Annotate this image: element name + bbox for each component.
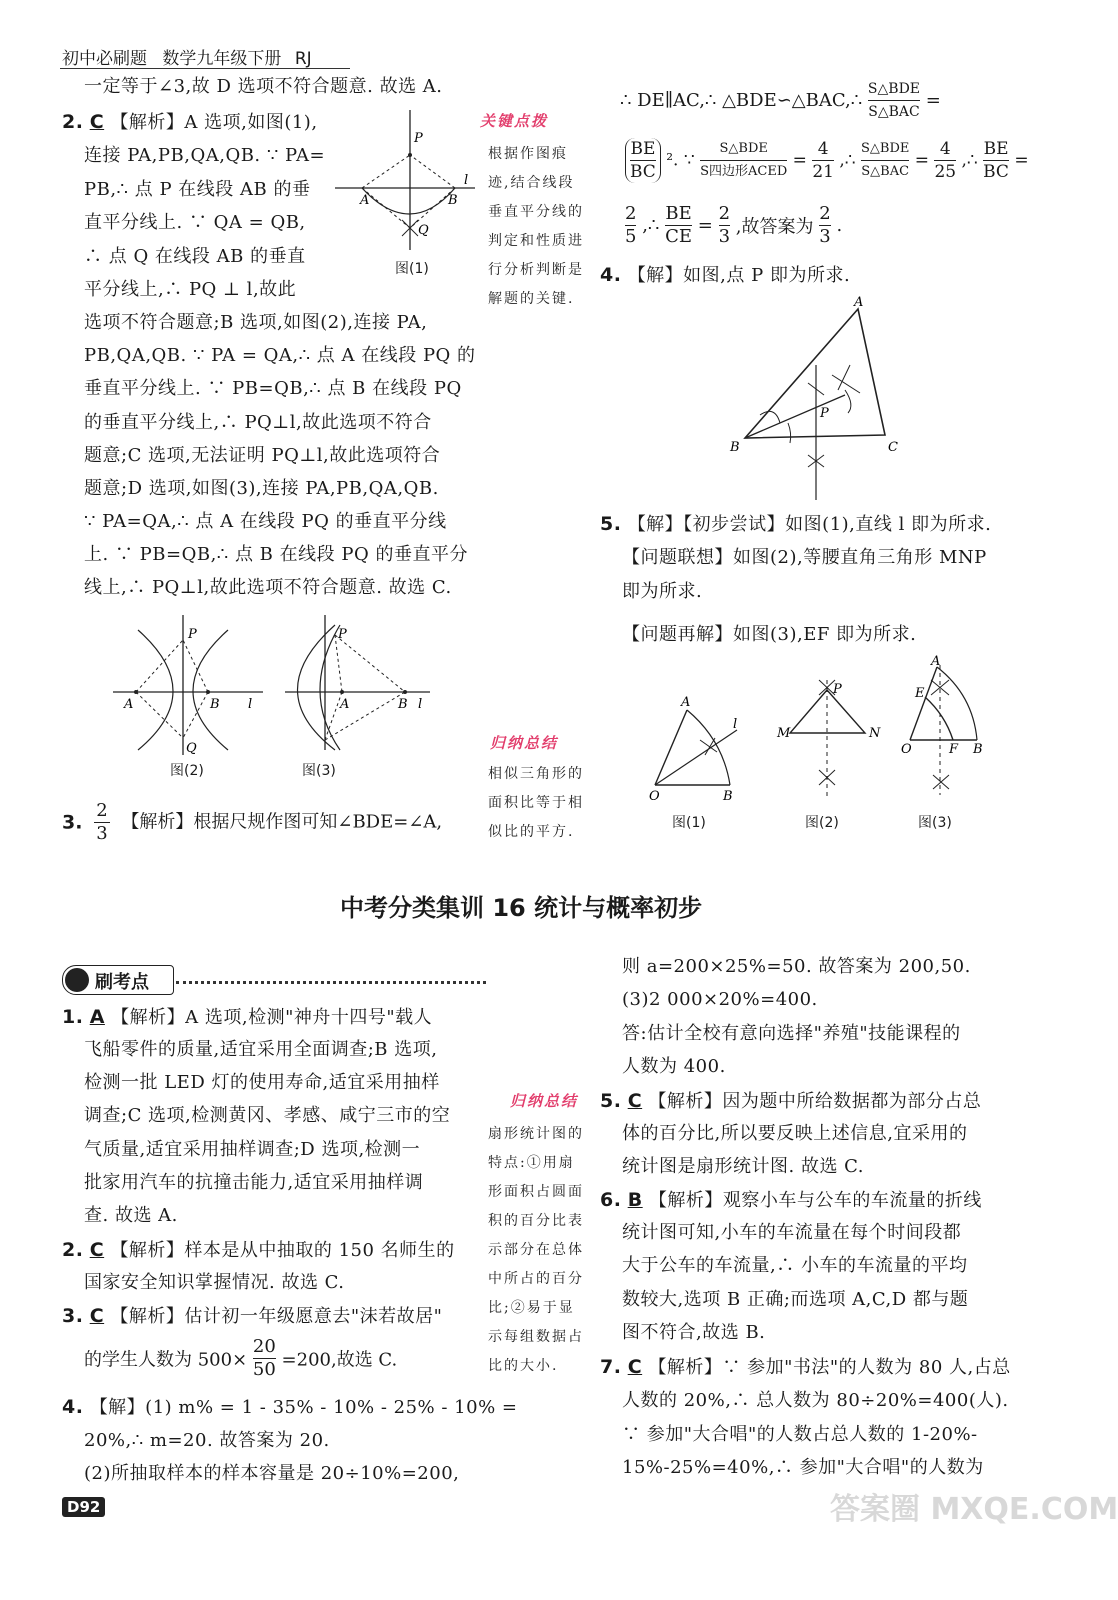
fraction-denominator: 5 <box>625 226 637 247</box>
figure-1-perpendicular-bisector <box>330 100 480 275</box>
text-span: ². ∵ <box>666 150 695 171</box>
question-number: 4. <box>62 1396 84 1418</box>
text-span: . <box>836 215 843 236</box>
note-line: 迹,结合线段 <box>488 175 575 191</box>
text-span: 【解】如图,点 P 即为所求. <box>627 265 851 286</box>
svg-text:l: l <box>464 173 469 188</box>
svg-text:A: A <box>681 695 691 710</box>
question-4 <box>600 260 850 291</box>
svg-text:A: A <box>340 697 350 712</box>
answer-choice: C <box>627 1356 643 1378</box>
question-6 <box>600 1185 982 1216</box>
question-number: 3. <box>62 811 83 834</box>
svg-text:B: B <box>210 697 220 712</box>
question-number: 6. <box>600 1189 622 1211</box>
svg-text:B: B <box>730 440 740 455</box>
fraction-numerator: 20 <box>252 1336 276 1357</box>
text-line: 【问题联想】如图(2),等腰直角三角形 MNP <box>622 547 987 568</box>
text-span: = <box>1014 150 1029 171</box>
note-title-key-point: 关键点拨 <box>480 112 549 130</box>
text-line: 上. ∵ PB=QB,∴ 点 B 在线段 PQ 的垂直平分 <box>84 544 468 565</box>
svg-text:O: O <box>649 789 660 804</box>
note-line: 示部分在总体 <box>488 1242 584 1258</box>
svg-text:A: A <box>360 193 370 208</box>
question-number: 5. <box>600 1090 622 1112</box>
text-span: 【解析】样本是从中抽取的 150 名师生的 <box>110 1240 455 1261</box>
question-4 <box>62 1392 518 1423</box>
page-header <box>62 44 312 69</box>
fraction-denominator: 50 <box>252 1359 276 1380</box>
fraction <box>700 138 787 183</box>
fraction-denominator: BC <box>630 162 656 182</box>
question-7 <box>600 1352 1011 1383</box>
note-line: 特点:①用扇 <box>488 1155 575 1171</box>
text-line: 题意;D 选项,如图(3),连接 PA,PB,QA,QB. <box>84 478 439 499</box>
svg-text:l: l <box>733 717 738 732</box>
svg-text:B: B <box>723 789 733 804</box>
text-line: 图不符合,故选 B. <box>622 1322 766 1343</box>
text-line: 数较大,选项 B 正确;而选项 A,C,D 都与题 <box>622 1289 969 1310</box>
note-line: 相似三角形的 <box>488 766 584 782</box>
fraction-denominator: S△BAC <box>861 164 910 179</box>
svg-text:P: P <box>188 627 197 642</box>
text-line: ∵ 参加"大合唱"的人数占总人数的 1-20%- <box>622 1424 978 1445</box>
header-edition: RJ <box>294 49 312 69</box>
question-number: 1. <box>62 1006 84 1028</box>
figure-5-3 <box>895 655 995 805</box>
svg-text:M: M <box>777 726 791 741</box>
figure-caption: 图(3) <box>918 815 952 831</box>
fraction-numerator: 4 <box>934 138 956 161</box>
fraction-numerator: S△BDE <box>700 138 787 161</box>
svg-text:C: C <box>888 440 898 455</box>
text-line: 即为所求. <box>622 581 703 602</box>
fraction-denominator: 3 <box>819 226 831 247</box>
text-line: 检测一批 LED 灯的使用寿命,适宜采用抽样 <box>84 1072 440 1093</box>
fraction-denominator: S△BAC <box>868 104 920 120</box>
header-subject: 数学九年级下册 <box>162 49 282 69</box>
svg-text:B: B <box>398 697 408 712</box>
header-series: 初中必刷题 <box>62 49 147 69</box>
question-number: 3. <box>62 1305 84 1327</box>
text-line-with-fraction <box>84 1336 397 1381</box>
text-span: 【解析】根据尺规作图可知∠BDE=∠A, <box>121 811 443 833</box>
text-line: 一定等于∠3,故 D 选项不符合题意. 故选 A. <box>84 76 443 97</box>
question-5 <box>600 509 991 540</box>
note-line: 垂直平分线的 <box>488 204 584 220</box>
text-span: 【解析】因为题中所给数据都为部分占总 <box>648 1091 982 1112</box>
question-1 <box>62 1002 432 1033</box>
text-span: = <box>914 150 930 171</box>
fraction-denominator: 3 <box>96 823 108 844</box>
figure-caption: 图(1) <box>672 815 706 831</box>
fraction-denominator: BC <box>983 162 1009 182</box>
svg-text:A: A <box>124 697 134 712</box>
note-line: 解题的关键. <box>488 291 575 307</box>
badge-dotted-rule <box>176 981 486 984</box>
text-line: 的垂直平分线上,∴ PQ⊥l,故此选项不符合 <box>84 412 432 433</box>
note-line: 示每组数据占 <box>488 1329 584 1345</box>
text-line: 20%,∴ m=20. 故答案为 20. <box>84 1430 330 1451</box>
text-line: 线上,∴ PQ⊥l,故此选项不符合题意. 故选 C. <box>84 577 452 598</box>
fraction <box>868 78 920 123</box>
figure-caption: 图(2) <box>170 763 204 779</box>
fraction-numerator: 4 <box>812 138 834 161</box>
text-span: =200,故选 C. <box>281 1349 398 1371</box>
text-line: (2)所抽取样本的样本容量是 20÷10%=200, <box>84 1463 460 1484</box>
badge-box <box>62 965 174 995</box>
right-line-3 <box>625 203 842 248</box>
fraction-numerator: BE <box>630 139 656 159</box>
text-span: 【解析】A 选项,如图(1), <box>110 112 318 133</box>
fraction-denominator: S四边形ACED <box>700 164 788 179</box>
text-span: 【解析】观察小车与公车的车流量的折线 <box>648 1190 982 1211</box>
text-line: 批家用汽车的抗撞击能力,适宜采用抽样调 <box>84 1172 424 1193</box>
note-line: 行分析判断是 <box>488 262 584 278</box>
text-line: 【问题再解】如图(3),EF 即为所求. <box>622 624 917 645</box>
fraction-numerator: S△BDE <box>868 78 920 101</box>
text-line: 统计图可知,小车的车流量在每个时间段都 <box>622 1222 962 1243</box>
fraction <box>625 203 636 248</box>
question-number: 2. <box>62 111 84 133</box>
text-span: 【解】【初步尝试】如图(1),直线 l 即为所求. <box>627 514 992 535</box>
note-line: 积的百分比表 <box>488 1213 584 1229</box>
fraction <box>812 138 834 183</box>
fraction <box>253 1336 276 1381</box>
figure-caption: 图(1) <box>395 261 429 277</box>
text-line: 答:估计全校有意向选择"养殖"技能课程的 <box>622 1023 961 1044</box>
text-line: 大于公车的车流量,∴ 小车的车流量的平均 <box>622 1255 968 1276</box>
text-span: ∴ DE∥AC,∴ △BDE∽△BAC,∴ <box>620 90 863 111</box>
text-span: 的学生人数为 500× <box>84 1349 248 1371</box>
answer-choice: B <box>627 1189 643 1211</box>
text-line: 则 a=200×25%=50. 故答案为 200,50. <box>622 956 971 977</box>
text-line: 查. 故选 A. <box>84 1205 178 1226</box>
fraction-denominator: 21 <box>812 162 834 182</box>
question-3 <box>62 800 442 845</box>
question-number: 2. <box>62 1239 84 1261</box>
svg-text:A: A <box>931 654 941 669</box>
page-number: D92 <box>62 1497 105 1517</box>
note-line: 判定和性质进 <box>488 233 584 249</box>
text-line: 调查;C 选项,检测黄冈、孝感、咸宁三市的空 <box>84 1105 451 1126</box>
svg-text:N: N <box>869 726 881 741</box>
text-line: 平分线上,∴ PQ ⊥ l,故此 <box>84 279 297 300</box>
note-line: 形面积占圆面 <box>488 1184 584 1200</box>
note-line: 似比的平方. <box>488 824 575 840</box>
text-line: 人数的 20%,∴ 总人数为 80÷20%=400(人). <box>622 1390 1009 1411</box>
figure-2-construction <box>108 610 268 760</box>
fraction-denominator: 25 <box>934 162 957 182</box>
header-rule <box>60 68 350 69</box>
fraction <box>719 203 730 248</box>
fraction-denominator: CE <box>665 226 693 247</box>
text-span: 【解析】A 选项,检测"神舟十四号"载人 <box>111 1007 433 1028</box>
question-2-header <box>62 107 318 138</box>
figure-5-2 <box>775 675 885 805</box>
figure-caption: 图(2) <box>805 815 839 831</box>
fraction <box>665 203 692 248</box>
text-line: 直平分线上. ∵ QA = QB, <box>84 212 306 233</box>
text-line: 选项不符合题意;B 选项,如图(2),连接 PA, <box>84 312 428 333</box>
svg-text:O: O <box>901 742 912 757</box>
note-line: 比的大小. <box>488 1358 559 1374</box>
text-line: 统计图是扇形统计图. 故选 C. <box>622 1156 865 1177</box>
text-line: 连接 PA,PB,QA,QB. ∵ PA= <box>84 145 326 166</box>
text-line: ∴ 点 Q 在线段 AB 的垂直 <box>84 246 306 267</box>
note-body <box>488 140 584 314</box>
question-5 <box>600 1086 981 1117</box>
svg-text:Q: Q <box>418 223 429 238</box>
figure-3-construction <box>280 610 435 760</box>
svg-text:P: P <box>833 682 842 697</box>
answer-choice: C <box>89 111 105 133</box>
text-line: 人数为 400. <box>622 1056 726 1077</box>
fraction <box>934 138 956 183</box>
svg-text:l: l <box>418 697 423 712</box>
badge-label: 刷考点 <box>95 972 149 993</box>
note-body <box>488 1120 584 1381</box>
right-line-1 <box>620 78 941 123</box>
svg-text:F: F <box>949 742 959 757</box>
text-line: 体的百分比,所以要反映上述信息,宜采用的 <box>622 1123 968 1144</box>
note-title-summary: 归纳总结 <box>490 734 559 752</box>
text-line: PB,QA,QB. ∵ PA = QA,∴ 点 A 在线段 PQ 的 <box>84 345 476 366</box>
note-line: 根据作图痕 <box>488 146 568 162</box>
text-span: 【解析】∵ 参加"书法"的人数为 80 人,占总 <box>648 1357 1011 1378</box>
answer-choice: C <box>89 1305 105 1327</box>
svg-text:P: P <box>820 406 829 421</box>
figure-triangle-construction <box>720 295 920 505</box>
fraction <box>94 800 109 845</box>
fraction <box>983 138 1009 183</box>
text-span: = <box>792 150 807 171</box>
answer-choice: A <box>89 1006 105 1028</box>
figure-5-1 <box>645 690 745 804</box>
answer-choice: C <box>89 1239 105 1261</box>
fraction-denominator: 3 <box>718 226 731 247</box>
text-span: 【解析】估计初一年级愿意去"沫若故居" <box>110 1306 443 1327</box>
question-number: 4. <box>600 264 622 286</box>
text-span: = <box>925 90 941 111</box>
note-body <box>488 760 584 847</box>
svg-text:E: E <box>915 686 925 701</box>
question-number: 7. <box>600 1356 622 1378</box>
text-line: 15%-25%=40%,∴ 参加"大合唱"的人数为 <box>622 1457 984 1478</box>
text-line: 垂直平分线上. ∵ PB=QB,∴ 点 B 在线段 PQ <box>84 378 462 399</box>
svg-text:P: P <box>338 627 347 642</box>
fraction-numerator: BE <box>665 203 692 224</box>
note-line: 扇形统计图的 <box>488 1126 584 1142</box>
text-span: ,故答案为 <box>735 216 814 238</box>
badge-icon <box>65 968 89 992</box>
text-span: ,∴ <box>642 215 660 236</box>
fraction-numerator: 2 <box>819 203 831 224</box>
svg-text:A: A <box>854 295 864 310</box>
svg-text:B: B <box>448 193 458 208</box>
svg-text:l: l <box>248 697 253 712</box>
svg-text:P: P <box>414 131 423 146</box>
section-title: 中考分类集训 16 统计与概率初步 <box>340 894 703 922</box>
text-line: PB,∴ 点 P 在线段 AB 的垂 <box>84 179 311 200</box>
note-line: 中所占的百分 <box>488 1271 584 1287</box>
fraction <box>819 203 830 248</box>
question-2 <box>62 1235 455 1266</box>
fraction <box>861 138 909 183</box>
fraction-numerator: S△BDE <box>861 138 909 161</box>
text-line: 题意;C 选项,无法证明 PQ⊥l,故此选项符合 <box>84 445 441 466</box>
fraction <box>625 138 661 183</box>
watermark-logo: 答案圈 MXQE.COM <box>830 1492 1118 1527</box>
fraction-numerator: 2 <box>625 203 637 224</box>
text-line: (3)2 000×20%=400. <box>622 989 818 1010</box>
text-span: = <box>697 215 713 236</box>
text-span: 【解】(1) m% = 1 - 35% - 10% - 25% - 10% = <box>89 1397 518 1418</box>
text-line: 气质量,适宜采用抽样调查;D 选项,检测一 <box>84 1139 421 1160</box>
text-span: ,∴ <box>839 150 856 171</box>
right-line-2 <box>625 138 1029 183</box>
text-span: ,∴ <box>961 150 978 171</box>
note-line: 面积比等于相 <box>488 795 584 811</box>
question-3 <box>62 1301 442 1332</box>
svg-text:Q: Q <box>186 741 197 756</box>
svg-text:B: B <box>973 742 983 757</box>
figure-caption: 图(3) <box>302 763 336 779</box>
note-line: 比;②易于显 <box>488 1300 575 1316</box>
text-line: ∵ PA=QA,∴ 点 A 在线段 PQ 的垂直平分线 <box>84 511 447 532</box>
fraction-numerator: 2 <box>718 203 731 224</box>
text-line: 国家安全知识掌握情况. 故选 C. <box>84 1272 345 1293</box>
answer-choice: C <box>627 1090 643 1112</box>
text-line: 飞船零件的质量,适宜采用全面调查;B 选项, <box>84 1039 438 1060</box>
note-title-summary: 归纳总结 <box>510 1092 579 1110</box>
fraction-numerator: BE <box>983 139 1009 159</box>
fraction-numerator: 2 <box>96 800 108 821</box>
question-number: 5. <box>600 513 622 535</box>
